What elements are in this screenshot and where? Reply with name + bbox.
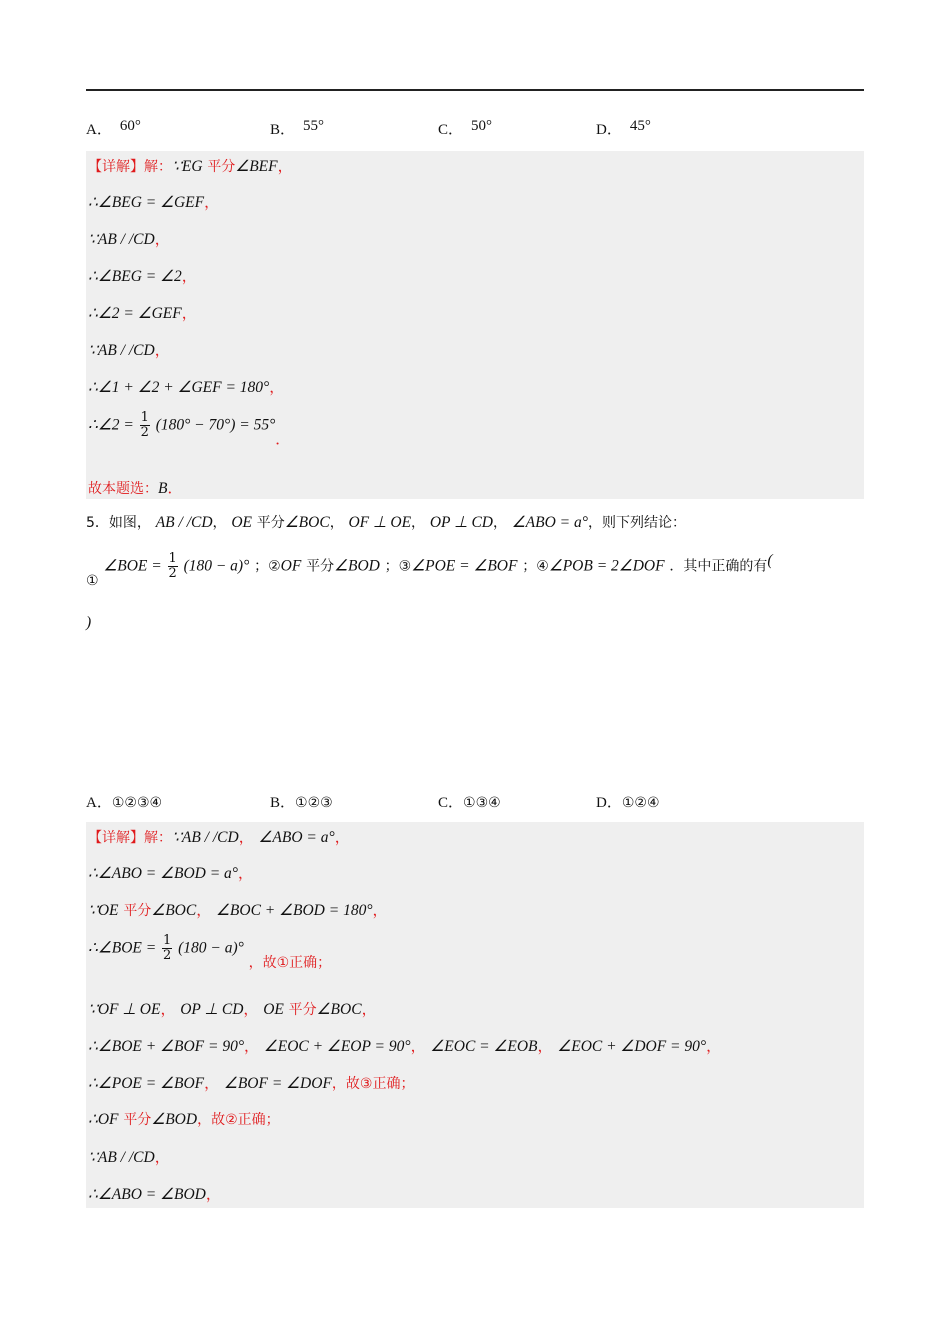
- q4-options: [86, 118, 864, 146]
- q5-solution-line-7: ∴∠POE = ∠BOF， ∠BOF = ∠DOF，故③正确；: [88, 1074, 415, 1092]
- q4-option-d[interactable]: D． 45°: [596, 118, 651, 138]
- q4-option-b[interactable]: B． 55°: [270, 118, 325, 138]
- q4-option-c[interactable]: C． 50°: [438, 118, 493, 138]
- fraction-half: $\frac{1}{2}$: [163, 933, 172, 963]
- q4-option-a[interactable]: A． 60°: [86, 118, 141, 138]
- q5-close-paren: ): [86, 614, 92, 631]
- q5-solution-line-4: ∴∠BOE = $\frac{1}{2}$ (180 − a)° ，故①正确；: [88, 933, 332, 971]
- q5-solution-box: [86, 822, 864, 1208]
- q5-solution-line-6: ∴∠BOE + ∠BOF = 90°， ∠EOC + ∠EOP = 90°， ∠EOC = ∠EOB， ∠EOC + ∠DOF = 90°，: [88, 1037, 722, 1055]
- q4-solution-line-8: ∴∠2 = $\frac{1}{2}$ (180° − 70°) = 55°．: [88, 410, 291, 448]
- q4-solution-line-1: 【详解】解：∵EG 平分∠BEF，: [88, 157, 293, 175]
- q5-solution-line-2: ∴∠ABO = ∠BOD = a°，: [88, 864, 254, 882]
- q4-solution-line-5: ∴∠2 = ∠GEF，: [88, 304, 197, 322]
- q5-option-d[interactable]: D．①②④: [596, 795, 660, 811]
- q5-solution-line-10: ∴∠ABO = ∠BOD，: [88, 1185, 221, 1203]
- q4-solution-line-4: ∴∠BEG = ∠2，: [88, 267, 197, 285]
- q4-answer-line: 故本题选：B．: [88, 479, 183, 497]
- q5-options: [86, 791, 864, 819]
- q5-solution-line-9: ∵AB / /CD，: [88, 1148, 170, 1166]
- q4-solution-line-6: ∵AB / /CD，: [88, 341, 170, 359]
- fraction-half: $\frac{1}{2}$: [168, 551, 177, 581]
- q5-solution-line-3: ∵OE 平分∠BOC， ∠BOC + ∠BOD = 180°，: [88, 901, 388, 919]
- header-rule: [86, 89, 864, 91]
- q5-option-b[interactable]: B．①②③: [270, 795, 333, 811]
- q5-solution-line-8: ∴OF 平分∠BOD，故②正确；: [88, 1111, 280, 1128]
- q5-solution-line-1: 【详解】解：∵AB / /CD， ∠ABO = a°，: [88, 828, 350, 846]
- q4-solution-line-2: ∴∠BEG = ∠GEF，: [88, 193, 220, 211]
- q5-option-a[interactable]: A．①②③④: [86, 795, 163, 811]
- q4-solution-box: [86, 151, 864, 499]
- q5-stem-line-1: 5．如图， AB / /CD， OE 平分∠BOC， OF ⊥ OE， OP ⊥ CD， ∠ABO = a°，则下列结论：: [86, 514, 686, 531]
- q5-solution-line-5: ∵OF ⊥ OE， OP ⊥ CD， OE 平分∠BOC，: [88, 1000, 377, 1018]
- q4-solution-line-7: ∴∠1 + ∠2 + ∠GEF = 180°，: [88, 378, 285, 396]
- q4-solution-line-3: ∵AB / /CD，: [88, 230, 170, 248]
- q5-stem-line-2: ① ∠BOE = $\frac{1}{2}$ (180 − a)° ；②OF 平分∠BOD ；③∠POE = ∠BOF ；④∠POB = 2∠DOF ．其中正确的有(: [86, 551, 773, 589]
- q5-option-c[interactable]: C．①③④: [438, 795, 501, 811]
- fraction-half: $\frac{1}{2}$: [140, 410, 149, 440]
